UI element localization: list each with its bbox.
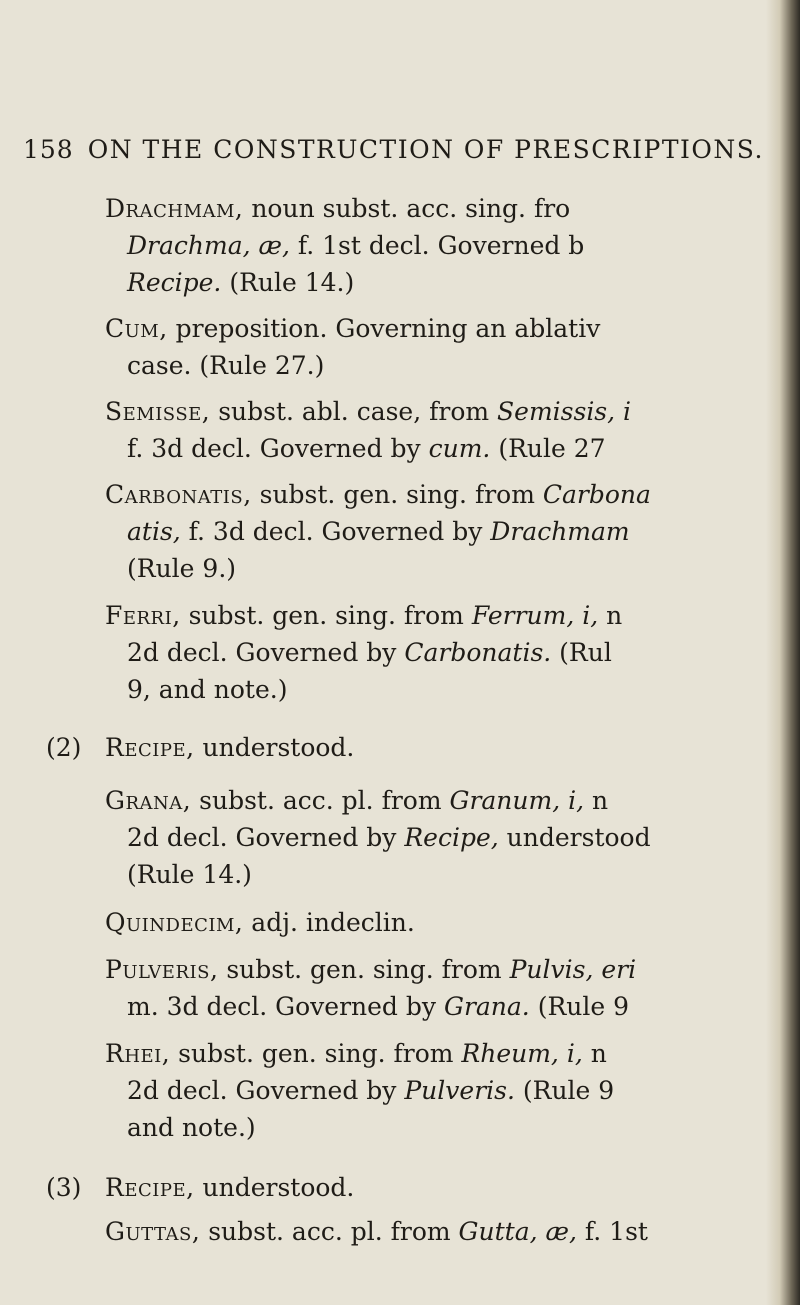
entry-text: understood. — [194, 733, 355, 762]
entry-semisse — [105, 393, 765, 467]
entry-text: (Rule 14.) — [221, 268, 355, 297]
latin-form: Drachmam — [490, 517, 630, 546]
headword: Semisse, — [105, 397, 211, 426]
entry-text: noun subst. acc. sing. fro — [243, 194, 571, 223]
entry-text: understood. — [194, 1173, 355, 1202]
headword: Rhei, — [105, 1039, 171, 1068]
entry-text: 2d decl. Governed by — [127, 823, 405, 852]
entry-text: and note.) — [127, 1113, 256, 1142]
headword: Pulveris, — [105, 955, 219, 984]
headword: Drachmam, — [105, 194, 244, 223]
section-2-line — [105, 729, 354, 766]
latin-form: Ferrum, i, — [471, 601, 599, 630]
entry-text: f. 1st — [576, 1217, 648, 1246]
running-title: ON THE CONSTRUCTION OF PRESCRIPTIONS. — [87, 135, 764, 164]
page-number: 158 — [23, 135, 74, 164]
latin-form: Carbona — [542, 480, 651, 509]
entry-text: subst. gen. sing. from — [180, 601, 472, 630]
entry-text: (Rule 9 — [514, 1076, 615, 1105]
entry-text: preposition. Governing an ablativ — [167, 314, 601, 343]
latin-form: Carbonatis. — [404, 638, 552, 667]
entry-text: f. 3d decl. Governed by — [127, 434, 429, 463]
section-3-line — [105, 1169, 354, 1206]
entry-grana — [105, 782, 765, 893]
entry-text: n — [584, 786, 609, 815]
entry-text: understood — [498, 823, 651, 852]
entry-text: n — [598, 601, 623, 630]
entry-text: (Rule 9.) — [127, 554, 237, 583]
latin-form: Gutta, æ, — [458, 1217, 577, 1246]
latin-form: Recipe, — [404, 823, 499, 852]
headword: Cum, — [105, 314, 168, 343]
latin-form: Recipe. — [127, 268, 222, 297]
latin-form: Pulvis, eri — [509, 955, 637, 984]
entry-text: subst. gen. sing. from — [170, 1039, 462, 1068]
entry-text: m. 3d decl. Governed by — [127, 992, 444, 1021]
section-marker-2: (2) — [46, 733, 82, 762]
entry-text: adj. indeclin. — [243, 908, 415, 937]
entry-text: (Rule 27 — [490, 434, 606, 463]
entry-text: subst. acc. pl. from — [191, 786, 450, 815]
entry-drachmam — [105, 190, 765, 301]
entry-text: subst. acc. pl. from — [200, 1217, 459, 1246]
entry-text: (Rule 9 — [529, 992, 630, 1021]
entry-ferri — [105, 597, 765, 708]
headword: Recipe, — [105, 1173, 195, 1202]
entry-text: (Rul — [551, 638, 612, 667]
headword: Recipe, — [105, 733, 195, 762]
headword: Ferri, — [105, 601, 181, 630]
page-header — [23, 135, 764, 164]
latin-form: cum. — [428, 434, 491, 463]
headword: Carbonatis, — [105, 480, 252, 509]
entry-carbonatis — [105, 476, 765, 587]
latin-form: Semissis, i — [497, 397, 632, 426]
entry-text: subst. gen. sing. from — [251, 480, 543, 509]
entry-text: (Rule 14.) — [127, 860, 252, 889]
entry-text: n — [582, 1039, 607, 1068]
headword: Guttas, — [105, 1217, 201, 1246]
section-marker-3: (3) — [46, 1173, 82, 1202]
headword: Quindecim, — [105, 908, 244, 937]
entry-cum — [105, 310, 765, 384]
entry-pulveris — [105, 951, 765, 1025]
entry-text: subst. abl. case, from — [210, 397, 498, 426]
entry-text: f. 3d decl. Governed by — [180, 517, 491, 546]
entry-text: subst. gen. sing. from — [218, 955, 510, 984]
headword: Grana, — [105, 786, 192, 815]
entry-quindecim — [105, 904, 765, 941]
entry-rhei — [105, 1035, 765, 1146]
latin-form: Drachma, æ, — [127, 231, 290, 260]
entry-guttas — [105, 1213, 765, 1250]
entry-text: 9, and note.) — [127, 675, 288, 704]
entry-text: f. 1st decl. Governed b — [289, 231, 585, 260]
latin-form: atis, — [127, 517, 181, 546]
entry-text: 2d decl. Governed by — [127, 1076, 405, 1105]
latin-form: Granum, i, — [449, 786, 585, 815]
entry-text: 2d decl. Governed by — [127, 638, 405, 667]
latin-form: Rheum, i, — [461, 1039, 583, 1068]
latin-form: Grana. — [443, 992, 530, 1021]
entry-text: case. (Rule 27.) — [127, 351, 325, 380]
page-binding-edge — [766, 0, 800, 1305]
latin-form: Pulveris. — [404, 1076, 515, 1105]
